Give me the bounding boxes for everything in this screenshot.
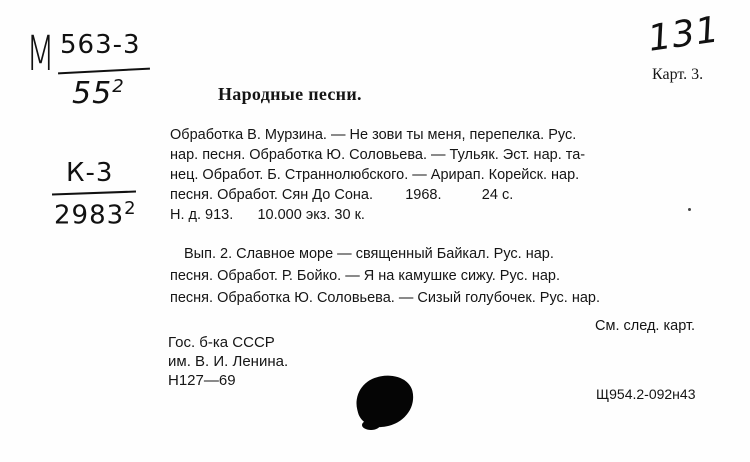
library-imprint (168, 333, 288, 390)
library-line: Н127—69 (168, 372, 236, 389)
card-label: Карт. 3. (652, 66, 704, 83)
library-line: Гос. б-ка СССР (168, 334, 275, 351)
handwritten-divider (58, 68, 150, 75)
ink-dot (688, 208, 691, 211)
contents-line: песня. Обработка Ю. Соловьева. — Сизый голубочек. Рус. нар. (170, 290, 601, 306)
handwritten-divider-2 (52, 191, 136, 196)
handwritten-k-number: 2983$^2$ (54, 198, 137, 231)
handwritten-shelf-subnumber: $55^2$ (72, 76, 125, 111)
contents-line: Вып. 2. Славное море — священный Байкал. Рус. нар. (184, 246, 554, 262)
print-code: Щ954.2-092н43 (596, 386, 696, 402)
see-next-card: См. след. карт. (595, 318, 696, 334)
handwritten-m-letter: М (26, 26, 56, 82)
library-line: им. В. И. Ленина. (168, 353, 289, 370)
contents-line: нец. Обработ. Б. Страннолюбского. — Арирап. Корейск. нар. (170, 167, 580, 183)
contents-line: песня. Обработ. Сян До Сона. 1968. 24 с. (170, 187, 514, 203)
handwritten-corner-number: 131 (645, 9, 723, 60)
contents-line: песня. Обработ. Р. Бойко. — Я на камушке сижу. Рус. нар. (170, 268, 560, 284)
contents-line: нар. песня. Обработка Ю. Соловьева. — Тульяк. Эст. нар. та- (170, 147, 586, 163)
ink-blot (351, 370, 419, 433)
card-title: Народные песни. (218, 84, 362, 104)
ink-blot-tail (362, 420, 380, 430)
handwritten-k-code: К-3 (66, 158, 114, 188)
contents-line: Обработка В. Мурзина. — Не зови ты меня, перепелка. Рус. (170, 127, 577, 143)
handwritten-shelf-number: 563-3 (60, 30, 141, 60)
contents-line: Н. д. 913. 10.000 экз. 30 к. (170, 207, 365, 223)
